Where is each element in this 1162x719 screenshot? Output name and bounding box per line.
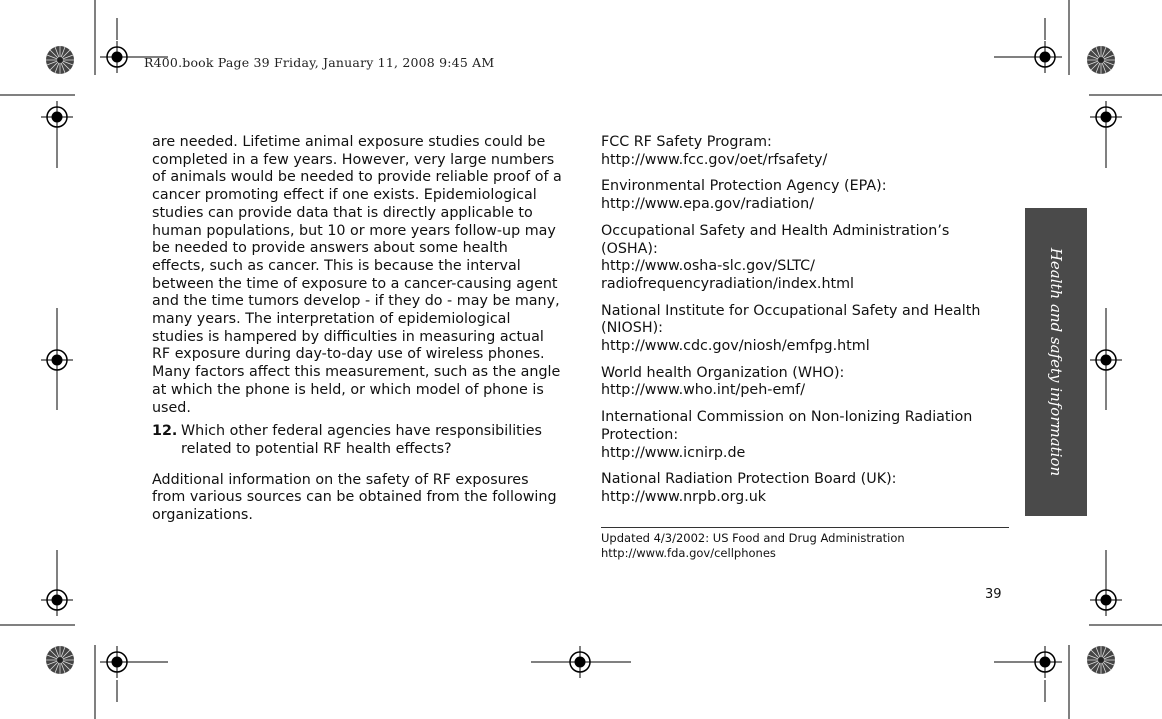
crosshair-right-middle [1090, 344, 1122, 376]
organization-name: Occupational Safety and Health Administration’s (OSHA): [601, 222, 950, 257]
organization-entry [601, 134, 1009, 169]
footnote-url[interactable]: http://www.fda.gov/cellphones [601, 545, 776, 560]
organization-url[interactable]: http://www.fcc.gov/oet/rfsafety/ [601, 151, 828, 168]
crosshair-left-middle [41, 344, 73, 376]
crosshair-top-left [101, 41, 133, 73]
registration-star-bottom-right [1087, 646, 1115, 674]
body-paragraph: are needed. Lifetime animal exposure studies could be completed in a few years. However, very large numbers of animals would be needed to provide reliable proof of a cancer promoting effect if one exists. Epidemiological studies can provide data that is directly applicable to human populations, but 10 or more years follow-up may be needed to provide answers about some health effects, such as cancer. This is because the interval between the time of exposure to a cancer-causing agent and the time tumors develop - if they do - may be many, many years. The interpretation of epidemiological studies is hampered by difficulties in measuring actual RF exposure during day-to-day use of wireless phones. Many factors affect this measurement, such as the angle at which the phone is held, or which model of phone is used. [152, 134, 562, 416]
organization-url[interactable]: http://www.osha-slc.gov/SLTC/ radiofrequencyradiation/index.html [601, 258, 855, 292]
question-item [152, 423, 564, 458]
crosshair-left-top [41, 101, 73, 133]
crosshair-bottom-center [564, 646, 596, 678]
crosshair-right-bottom [1090, 584, 1122, 616]
organization-url[interactable]: http://www.nrpb.org.uk [601, 488, 767, 505]
organization-name: International Commission on Non-Ionizing Radiation Protection: [601, 409, 973, 443]
registration-star-bottom-left [46, 646, 74, 674]
organization-name: National Radiation Protection Board (UK): [601, 471, 897, 488]
organization-name: Environmental Protection Agency (EPA): [601, 178, 887, 195]
print-header: R400.book Page 39 Friday, January 11, 2008 9:45 AM [144, 55, 495, 70]
organization-url[interactable]: http://www.epa.gov/radiation/ [601, 196, 815, 213]
organization-entry [601, 471, 1009, 506]
crosshair-top-right [1029, 41, 1061, 73]
organization-name: FCC RF Safety Program: [601, 134, 772, 150]
registration-star-top-left [46, 46, 74, 74]
crosshair-right-top [1090, 101, 1122, 133]
side-tab-label: Health and safety information [1047, 247, 1065, 477]
organization-url[interactable]: http://www.icnirp.de [601, 444, 746, 461]
organization-entry [601, 365, 1009, 400]
footnote-update-line: Updated 4/3/2002: US Food and Drug Administration [601, 531, 905, 545]
page-number: 39 [985, 587, 1002, 602]
question-number: 12. [152, 423, 178, 440]
organization-entry [601, 303, 1009, 356]
section-side-tab [1025, 208, 1087, 516]
footnote [601, 527, 1009, 560]
crosshair-bottom-left [101, 646, 133, 678]
organization-url[interactable]: http://www.who.int/peh-emf/ [601, 382, 806, 399]
organization-entry [601, 223, 1009, 294]
answer-paragraph: Additional information on the safety of RF exposures from various sources can be obtained from the following organizations. [152, 471, 557, 524]
organization-entry [601, 409, 1009, 462]
registration-star-top-right [1087, 46, 1115, 74]
organization-url[interactable]: http://www.cdc.gov/niosh/emfpg.html [601, 338, 870, 355]
organization-name: National Institute for Occupational Safety and Health (NIOSH): [601, 302, 981, 337]
crosshair-bottom-right [1029, 646, 1061, 678]
question-text: Which other federal agencies have responsibilities related to potential RF health effects? [181, 423, 542, 457]
crosshair-left-bottom [41, 584, 73, 616]
right-column [601, 134, 1009, 516]
left-column [152, 134, 564, 525]
organization-entry [601, 178, 1009, 213]
organization-name: World health Organization (WHO): [601, 364, 845, 381]
